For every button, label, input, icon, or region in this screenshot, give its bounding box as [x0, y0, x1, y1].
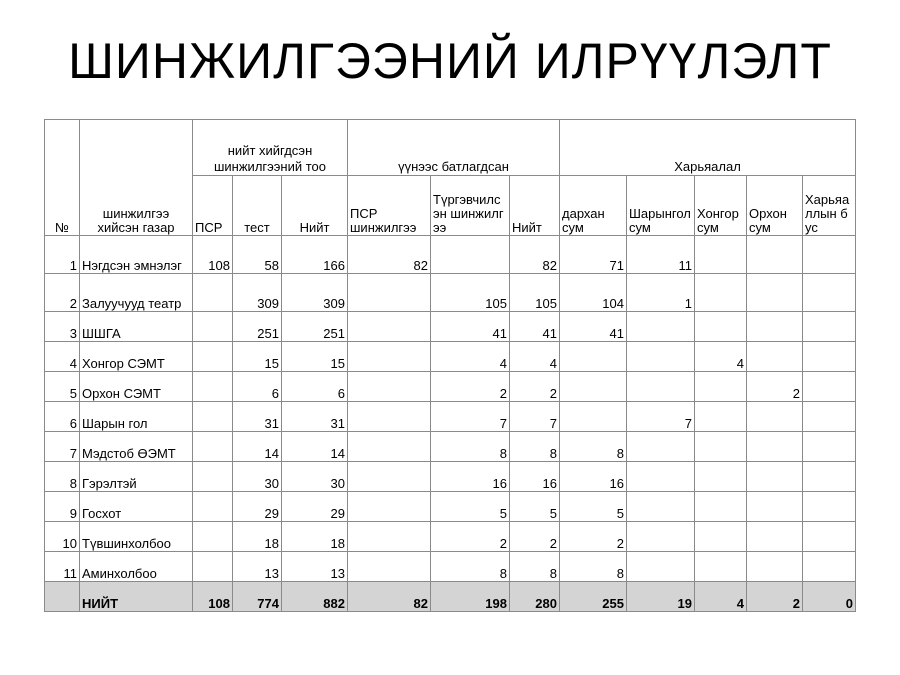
col-header-orkhon: Орхон сум — [747, 176, 803, 236]
cell-c-total: 82 — [510, 236, 560, 274]
totals-row — [45, 582, 856, 612]
cell-orkhon — [747, 432, 803, 462]
cell-test: 29 — [233, 492, 282, 522]
total-pcr: 108 — [193, 582, 233, 612]
cell-outside — [803, 462, 856, 492]
header-row-groups — [45, 120, 856, 176]
cell-khongor — [695, 236, 747, 274]
cell-sharyngol — [627, 552, 695, 582]
cell-darkhan — [560, 342, 627, 372]
row-number: 1 — [45, 236, 80, 274]
cell-pcr — [193, 432, 233, 462]
cell-c-total: 2 — [510, 372, 560, 402]
cell-c-total: 41 — [510, 312, 560, 342]
cell-outside — [803, 402, 856, 432]
cell-orkhon — [747, 312, 803, 342]
col-header-test: тест — [233, 176, 282, 236]
cell-c-pcr — [348, 312, 431, 342]
cell-test: 18 — [233, 522, 282, 552]
row-number: 5 — [45, 372, 80, 402]
cell-pcr: 108 — [193, 236, 233, 274]
cell-sharyngol — [627, 522, 695, 552]
cell-c-total: 7 — [510, 402, 560, 432]
cell-pcr — [193, 462, 233, 492]
cell-outside — [803, 492, 856, 522]
row-place: Аминхолбоо — [80, 552, 193, 582]
row-number: 10 — [45, 522, 80, 552]
table-row — [45, 402, 856, 432]
totals-label: НИЙТ — [80, 582, 193, 612]
cell-khongor: 4 — [695, 342, 747, 372]
results-table — [44, 119, 856, 612]
cell-c-pcr — [348, 274, 431, 312]
cell-orkhon — [747, 402, 803, 432]
cell-outside — [803, 236, 856, 274]
totals-blank-cell — [45, 582, 80, 612]
cell-orkhon — [747, 342, 803, 372]
cell-c-rapid: 7 — [431, 402, 510, 432]
cell-total: 31 — [282, 402, 348, 432]
table-row — [45, 342, 856, 372]
cell-darkhan: 16 — [560, 462, 627, 492]
cell-c-rapid: 8 — [431, 432, 510, 462]
cell-c-total: 16 — [510, 462, 560, 492]
group-header-total-tests: нийт хийгдсэн шинжилгээний тоо — [193, 120, 348, 176]
cell-darkhan: 5 — [560, 492, 627, 522]
total-darkhan: 255 — [560, 582, 627, 612]
cell-c-pcr — [348, 372, 431, 402]
col-header-place: шинжилгээ хийсэн газар — [80, 120, 193, 236]
cell-c-pcr — [348, 522, 431, 552]
group-header-affiliation: Харьяалал — [560, 120, 856, 176]
total-outside: 0 — [803, 582, 856, 612]
col-header-total: Нийт — [282, 176, 348, 236]
row-number: 2 — [45, 274, 80, 312]
row-place: Хонгор СЭМТ — [80, 342, 193, 372]
cell-darkhan: 41 — [560, 312, 627, 342]
row-place: Гэрэлтэй — [80, 462, 193, 492]
cell-test: 31 — [233, 402, 282, 432]
cell-pcr — [193, 274, 233, 312]
row-number: 7 — [45, 432, 80, 462]
cell-c-rapid — [431, 236, 510, 274]
row-place: Нэгдсэн эмнэлэг — [80, 236, 193, 274]
cell-khongor — [695, 462, 747, 492]
col-header-outside: Харьяаллын бус — [803, 176, 856, 236]
table-row — [45, 312, 856, 342]
cell-outside — [803, 274, 856, 312]
cell-total: 13 — [282, 552, 348, 582]
cell-darkhan: 104 — [560, 274, 627, 312]
cell-darkhan: 2 — [560, 522, 627, 552]
cell-darkhan: 8 — [560, 552, 627, 582]
cell-c-pcr: 82 — [348, 236, 431, 274]
cell-darkhan — [560, 372, 627, 402]
cell-pcr — [193, 552, 233, 582]
cell-sharyngol — [627, 342, 695, 372]
row-place: Госхот — [80, 492, 193, 522]
cell-pcr — [193, 372, 233, 402]
cell-c-rapid: 2 — [431, 522, 510, 552]
cell-khongor — [695, 274, 747, 312]
cell-test: 30 — [233, 462, 282, 492]
table-row — [45, 274, 856, 312]
cell-khongor — [695, 552, 747, 582]
col-header-pcr-test: ПСР шинжилгээ — [348, 176, 431, 236]
total-c-rapid: 198 — [431, 582, 510, 612]
cell-outside — [803, 432, 856, 462]
row-place: ШШГА — [80, 312, 193, 342]
table-row — [45, 432, 856, 462]
cell-c-pcr — [348, 552, 431, 582]
cell-c-total: 8 — [510, 432, 560, 462]
cell-sharyngol — [627, 492, 695, 522]
cell-test: 13 — [233, 552, 282, 582]
cell-sharyngol — [627, 462, 695, 492]
cell-outside — [803, 312, 856, 342]
cell-outside — [803, 342, 856, 372]
cell-c-pcr — [348, 492, 431, 522]
cell-orkhon — [747, 236, 803, 274]
total-c-total: 280 — [510, 582, 560, 612]
cell-c-pcr — [348, 342, 431, 372]
cell-outside — [803, 372, 856, 402]
cell-total: 14 — [282, 432, 348, 462]
cell-outside — [803, 552, 856, 582]
cell-c-pcr — [348, 432, 431, 462]
col-header-confirmed-total: Нийт — [510, 176, 560, 236]
total-orkhon: 2 — [747, 582, 803, 612]
cell-test: 309 — [233, 274, 282, 312]
cell-total: 30 — [282, 462, 348, 492]
cell-c-rapid: 16 — [431, 462, 510, 492]
row-number: 9 — [45, 492, 80, 522]
cell-orkhon — [747, 462, 803, 492]
cell-orkhon — [747, 552, 803, 582]
page-title: ШИНЖИЛГЭЭНИЙ ИЛРҮҮЛЭЛТ — [68, 33, 832, 89]
cell-khongor — [695, 522, 747, 552]
cell-darkhan: 8 — [560, 432, 627, 462]
row-number: 11 — [45, 552, 80, 582]
total-khongor: 4 — [695, 582, 747, 612]
cell-c-pcr — [348, 462, 431, 492]
table-row — [45, 372, 856, 402]
cell-sharyngol: 7 — [627, 402, 695, 432]
row-number: 4 — [45, 342, 80, 372]
col-header-pcr: ПСР — [193, 176, 233, 236]
cell-khongor — [695, 372, 747, 402]
table-row — [45, 462, 856, 492]
cell-c-total: 4 — [510, 342, 560, 372]
cell-test: 58 — [233, 236, 282, 274]
cell-pcr — [193, 402, 233, 432]
cell-total: 29 — [282, 492, 348, 522]
row-place: Залуучууд театр — [80, 274, 193, 312]
table-row — [45, 522, 856, 552]
cell-c-pcr — [348, 402, 431, 432]
cell-pcr — [193, 492, 233, 522]
total-total: 882 — [282, 582, 348, 612]
cell-total: 6 — [282, 372, 348, 402]
cell-orkhon — [747, 522, 803, 552]
cell-khongor — [695, 402, 747, 432]
row-number: 8 — [45, 462, 80, 492]
col-header-khongor: Хонгор сум — [695, 176, 747, 236]
cell-sharyngol — [627, 432, 695, 462]
cell-total: 18 — [282, 522, 348, 552]
cell-c-rapid: 105 — [431, 274, 510, 312]
cell-pcr — [193, 522, 233, 552]
table-row — [45, 492, 856, 522]
cell-darkhan — [560, 402, 627, 432]
cell-sharyngol: 11 — [627, 236, 695, 274]
cell-total: 166 — [282, 236, 348, 274]
cell-c-rapid: 41 — [431, 312, 510, 342]
col-header-darkhan: дархан сум — [560, 176, 627, 236]
total-c-pcr: 82 — [348, 582, 431, 612]
cell-sharyngol — [627, 372, 695, 402]
row-number: 3 — [45, 312, 80, 342]
cell-khongor — [695, 312, 747, 342]
cell-sharyngol — [627, 312, 695, 342]
total-test: 774 — [233, 582, 282, 612]
cell-test: 15 — [233, 342, 282, 372]
row-place: Орхон СЭМТ — [80, 372, 193, 402]
row-place: Шарын гол — [80, 402, 193, 432]
cell-c-rapid: 2 — [431, 372, 510, 402]
col-header-no: № — [45, 120, 80, 236]
cell-total: 251 — [282, 312, 348, 342]
col-header-sharyngol: Шарынгол сум — [627, 176, 695, 236]
cell-test: 251 — [233, 312, 282, 342]
cell-orkhon — [747, 492, 803, 522]
cell-khongor — [695, 432, 747, 462]
cell-total: 309 — [282, 274, 348, 312]
group-header-confirmed: үүнээс батлагдсан — [348, 120, 560, 176]
cell-c-rapid: 5 — [431, 492, 510, 522]
cell-pcr — [193, 312, 233, 342]
cell-c-total: 5 — [510, 492, 560, 522]
row-number: 6 — [45, 402, 80, 432]
cell-c-total: 105 — [510, 274, 560, 312]
cell-outside — [803, 522, 856, 552]
cell-khongor — [695, 492, 747, 522]
cell-c-rapid: 8 — [431, 552, 510, 582]
total-sharyngol: 19 — [627, 582, 695, 612]
cell-c-total: 2 — [510, 522, 560, 552]
cell-total: 15 — [282, 342, 348, 372]
cell-test: 6 — [233, 372, 282, 402]
cell-sharyngol: 1 — [627, 274, 695, 312]
cell-c-total: 8 — [510, 552, 560, 582]
row-place: Мэдстоб ӨЭМТ — [80, 432, 193, 462]
cell-darkhan: 71 — [560, 236, 627, 274]
table-row — [45, 552, 856, 582]
cell-pcr — [193, 342, 233, 372]
cell-orkhon — [747, 274, 803, 312]
col-header-rapid-test: Түргэвчилсэн шинжилгээ — [431, 176, 510, 236]
cell-c-rapid: 4 — [431, 342, 510, 372]
cell-test: 14 — [233, 432, 282, 462]
cell-orkhon: 2 — [747, 372, 803, 402]
row-place: Түвшинхолбоо — [80, 522, 193, 552]
table-row — [45, 236, 856, 274]
